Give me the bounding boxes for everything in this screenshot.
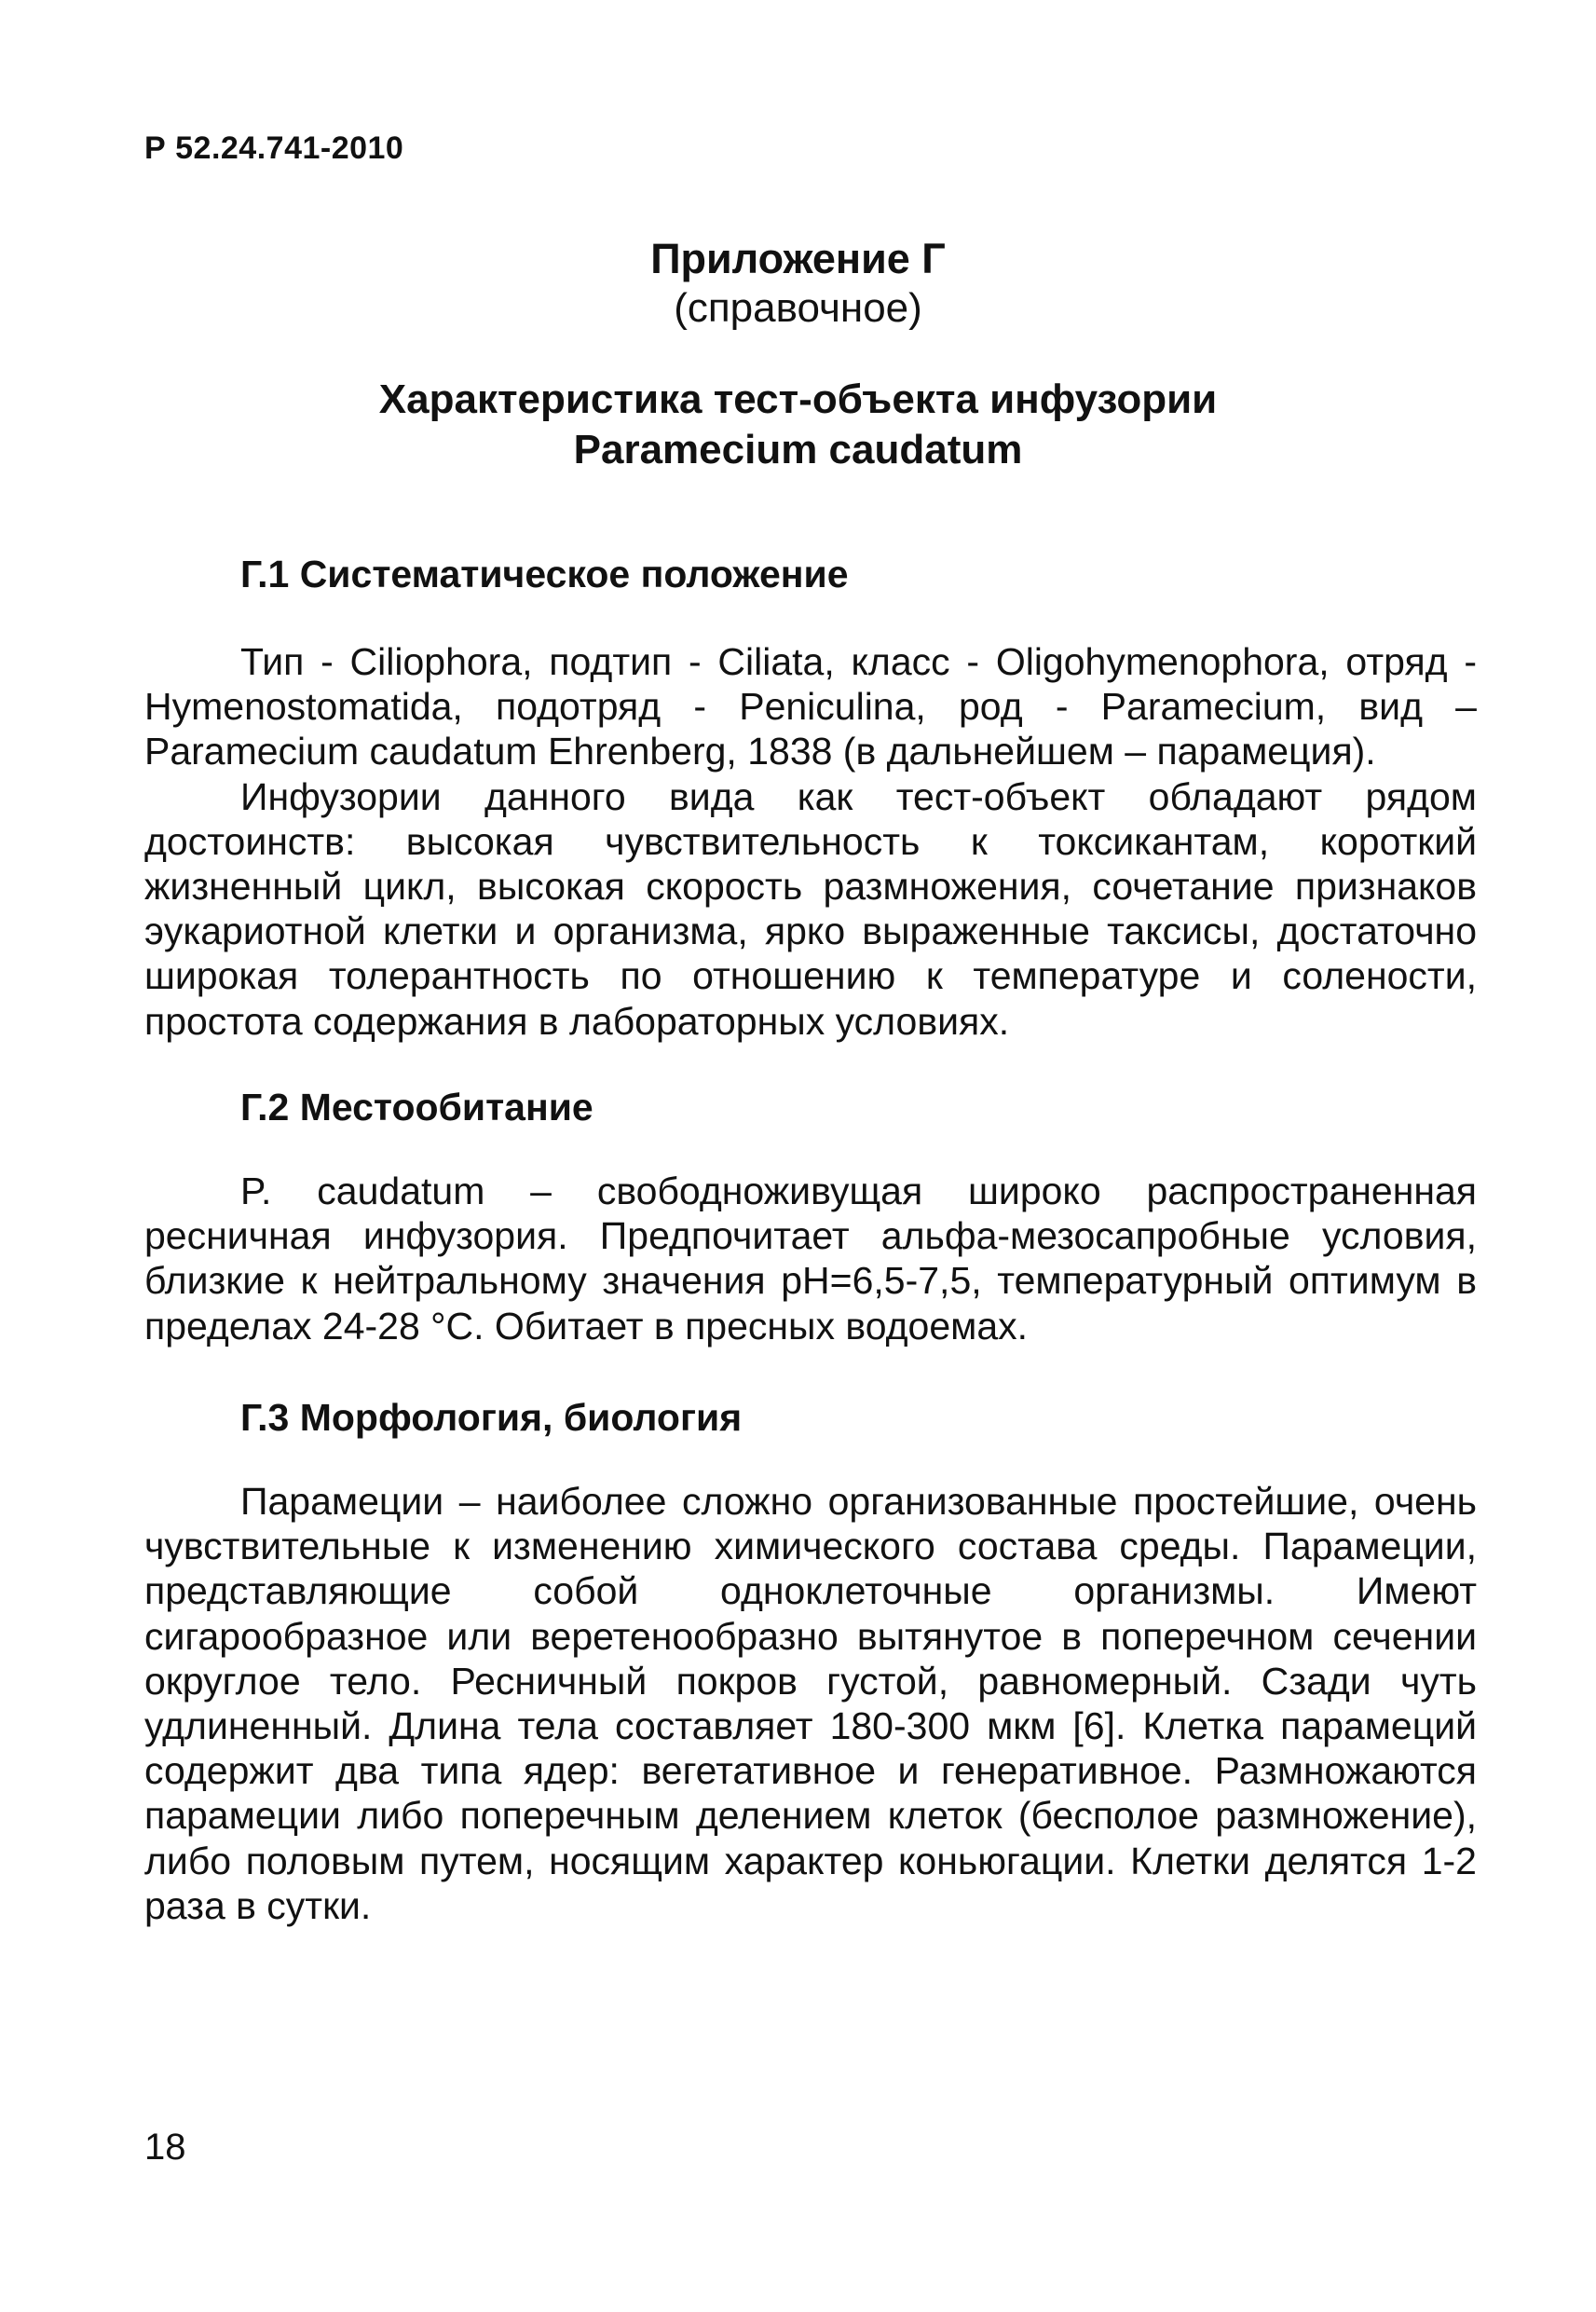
page-number: 18 <box>144 2127 186 2168</box>
section-body-g1 <box>144 639 1477 1044</box>
section-heading-g3: Г.3 Морфология, биология <box>240 1396 743 1439</box>
section-heading-g2: Г.2 Местообитание <box>240 1086 593 1129</box>
paragraph: Инфузории данного вида как тест-объект обладают рядом достоинств: высокая чувствительность к токсикантам, короткий жизненный цикл, высокая скорость размножения, сочетание признаков эукариотной клетки и организма, ярко выраженные таксисы, достаточно широкая толерантность по отношению к температуре и солености, простота содержания в лабораторных условиях. <box>144 774 1477 1043</box>
annex-title: Приложение Г <box>650 235 946 282</box>
annex-note: (справочное) <box>674 285 922 331</box>
main-title-line-2: Paramecium caudatum <box>573 427 1023 472</box>
paragraph: Парамеции – наиболее сложно организованные простейшие, очень чувствительные к изменению химического состава среды. Парамеции, представляющие собой одноклеточные организмы. Имеют сигарообразное или веретенообразно вытянутое в поперечном сечении округлое тело. Ресничный покров густой, равномерный. Сзади чуть удлиненный. Длина тела составляет 180-300 мкм [6]. Клетка парамеций содержит два типа ядер: вегетативное и генеративное. Размножаются парамеции либо поперечным делением клеток (бесполое размножение), либо половым путем, носящим характер коньюгации. Клетки делятся 1-2 раза в сутки. <box>144 1480 1477 1927</box>
section-heading-g1: Г.1 Систематическое положение <box>240 553 849 595</box>
section-body-g2 <box>144 1169 1477 1348</box>
main-title-line-1: Характеристика тест-объекта инфузории <box>378 376 1218 422</box>
document-code: Р 52.24.741-2010 <box>144 130 404 166</box>
paragraph: Тип - Ciliophora, подтип - Ciliata, класс - Oligohymenophora, отряд - Hymenostomatida, подотряд - Peniculina, род - Paramecium, вид – Paramecium caudatum Ehrenberg, 1838 (в дальнейшем – парамеция). <box>144 640 1477 773</box>
paragraph: P. caudatum – свободноживущая широко распространенная ресничная инфузория. Предпочитает альфа-мезосапробные условия, близкие к нейтральному значения pH=6,5-7,5, температурный оптимум в пределах 24-28 °С. Обитает в пресных водоемах. <box>144 1170 1477 1348</box>
main-title <box>0 375 1596 475</box>
section-body-g3 <box>144 1479 1477 1928</box>
